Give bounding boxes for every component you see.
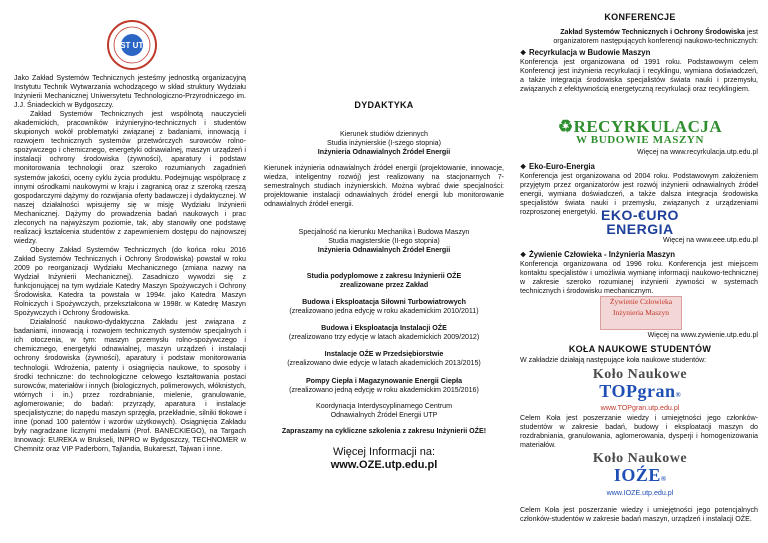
conf-intro <box>520 28 758 46</box>
postgrad-2-title: Budowa i Eksploatacja Instalacji OŹE <box>321 324 447 332</box>
more-info-link[interactable]: www.OZE.utp.edu.pl <box>330 459 438 471</box>
logo-text: ZST UTP <box>115 41 149 50</box>
recycle-icon: ♻ <box>557 117 574 136</box>
eko-logo-line1: EKO-€URO <box>601 207 679 223</box>
diamond-bullet-icon: ❖ <box>520 164 527 171</box>
zywienie-logo <box>600 296 682 330</box>
about-text <box>14 74 246 454</box>
conf-zywienie-title: Żywienie Człowieka - Inżynieria Maszyn <box>529 250 676 259</box>
specialty-line2: Studia magisterskie (II-ego stopnia) <box>328 237 440 245</box>
dydaktyka-title: DYDAKTYKA <box>354 100 414 110</box>
conf-eko-title: Eko-Euro-Energia <box>529 162 595 171</box>
konferencje-title: KONFERENCJE <box>604 12 676 22</box>
conf-eko-text: Konferencja jest organizowana od 2004 roku. Podstawowym założeniem przyjętym przez organizatorów jest rozwój inżynierii odnawialnych źródeł energii, wymiana doświadczeń, a także dalsza integracja środowiska specjalistów świata nauki i przemysłu, związanych z urządzeniami rozproszonej energetyki. <box>520 172 758 216</box>
zywienie-logo-line2: Inżynieria Maszyn <box>612 307 670 317</box>
recyrkulacja-logo-line2: W BUDOWIE MASZYN <box>576 134 704 146</box>
postgrad-2 <box>264 324 504 342</box>
postgrad-1 <box>264 298 504 316</box>
about-p1: Jako Zakład Systemów Technicznych jesteśmy jednostką organizacyjną Instytutu Technik Wytwarzania wchodzącego w skład struktury Wydziału Inżynierii Mechanicznej Uniwersytetu Technologiczno-Przyrodniczego im. J.J. Śniadeckich w Bydgoszczy. <box>14 74 246 110</box>
conf-zywienie-head <box>520 250 675 259</box>
postgrad-3 <box>264 350 504 368</box>
postgrad-header <box>264 272 504 290</box>
eko-link[interactable]: Więcej na www.eee.utp.edu.pl <box>662 236 758 244</box>
topgran-reg: ® <box>675 391 681 399</box>
about-p4: Działalność naukowo-dydaktyczna Zakładu jest związana z badaniami, innowacją i rozwojem technicznych systemów specjalnych i ich otoczenia, w tym: maszyn przemysłu rolno-spożywczego i chemicznego, energetyki odnawialnej, maszyn urządzeń i instalacji ochrony środowiska (żywności), aparatury i podstaw monitorowania technologii. Wdrożenia, patenty i osiągnięcia naukowe, to sposoby i środki techniczne: do technologiczne celowego kształtowania postaci surowców, materiałów i innych (biologicznych, polimerowych, włóknistych, wtórnych i in.) przez rozdrabnianie, mielenie, granulowanie, aglomerowanie; do badań: przyrządy, aparatura i instalacje specjalistyczne; do napędu maszyn sprzęgła, przekładnie, silniki tłokowe i inne (ponad 100 patentów i wzorów użytkowych). Osiągnięcia Zakładu były nagradzane licznymi medalami (Prof. BANECKIEGO), na Targach Innowacji: EUREKA w Brukseli, INPRO w Bydgoszczy, TECHNOMER w Chemnitz oraz VIP Paderborn, Tajlandia, Bukareszt, Tajwan i inne. <box>14 318 246 453</box>
eko-logo-line2: ENERGIA <box>606 221 674 237</box>
studies-line1: Kierunek studiów dziennych <box>340 130 428 138</box>
conf-zywienie-text: Konferencja organizowana od 1996 roku. Konferencja jest miejscem kontaktu specjalistów i umożliwia wymianę informacji naukowo-technicznej w zakresie szeroko rozumianej inżynierii żywności w systemach technicznych i środowisku mechanicznym. <box>520 260 758 295</box>
postgrad-4 <box>264 377 504 395</box>
about-p3: Obecny Zakład Systemów Technicznych (do końca roku 2016 Zakład Systemów Technicznych i Ochrony Środowiska) powstał w roku 2009 po reorganizacji Wydziału Mechanicznego (zmiana nazwy na Wydział Inżynierii Mechanicznej). Zasadniczo wywodzi się z funkcjonującej na tym wydziale Katedry Maszyn Spożywczych i Ochrony Środowiska. Katedra ta powstała w 1994r. jako Katedra Maszyn Rolniczych i Spożywczych, przekształcona w 1998r. w Katedrę Maszyn Spożywczych i Ochrony Środowiska. <box>14 245 246 318</box>
conf-recyrkulacja-head <box>520 48 650 57</box>
ioze-logo <box>512 452 768 486</box>
postgrad-3-title: Instalacje OŹE w Przedsiębiorstwie <box>324 350 444 358</box>
conf-recyrkulacja-title: Recyrkulacja w Budowie Maszyn <box>529 48 651 57</box>
postgrad-2-sub: (zrealizowano trzy edycje w latach akademickich 2009/2012) <box>288 333 480 341</box>
ioze-logo-line1: Koło Naukowe <box>592 451 688 466</box>
specialty-block <box>264 228 504 255</box>
postgrad-3-sub: (zrealizowano dwie edycje w latach akademickich 2013/2015) <box>287 359 481 367</box>
postgrad-line1: Studia podyplomowe z zakresu Inżynierii OŹE <box>306 272 462 280</box>
postgrad-1-title: Budowa i Eksploatacja Siłowni Turbowiatrowych <box>302 298 466 306</box>
topgran-text: Celem Koła jest poszerzanie wiedzy i umiejętności jego członków-studentów w zakresie badań, budowy i eksploatacji maszyn do rozdrabniania, granulowania, aglomerowania, dysperji i homogenizowania materiałów. <box>520 414 758 449</box>
ioze-link[interactable]: www.IOZE.utp.edu.pl <box>606 489 674 497</box>
ioze-reg: ® <box>660 475 667 483</box>
postgrad-1-sub: (zrealizowano jedna edycję w roku akademickim 2010/2011) <box>289 307 479 315</box>
zywienie-logo-line1: Żywienie Człowieka <box>609 297 673 306</box>
topgran-logo-line1: Koło Naukowe <box>592 367 688 382</box>
right-column <box>512 0 768 543</box>
zywienie-link[interactable]: Więcej na www.zywienie.utp.edu.pl <box>647 331 758 339</box>
topgran-logo <box>512 368 768 402</box>
diamond-bullet-icon: ❖ <box>520 50 527 57</box>
more-info <box>264 446 504 472</box>
conf-recyrkulacja-text: Konferencja jest organizowana od 1991 roku. Podstawowym celem Konferencji jest inżynieria recyrkulacji i recyklingu, wymiana doświadczeń, a także integracja środowiska specjalistów świata nauki i przemysłu, związanych z efektywnością energetyczną recyrkulacji oraz recyklingiem. <box>520 58 758 93</box>
topgran-link[interactable]: www.TOPgran.utp.edu.pl <box>600 404 680 412</box>
ioze-logo-line2: IOŹE <box>613 465 661 485</box>
diamond-bullet-icon: ❖ <box>520 252 527 259</box>
postgrad-4-title: Pompy Ciepła i Magazynowanie Energii Ciepła <box>305 377 463 385</box>
eko-logo <box>512 208 768 236</box>
kola-intro: W zakładzie działają następujące koła naukowe studentów: <box>520 356 707 364</box>
left-column <box>0 0 256 543</box>
topgran-logo-line2: TOPgran <box>599 381 676 401</box>
about-p2: Zakład Systemów Technicznych jest wspólnotą nauczycieli akademickich, pracowników inżynieryjno-technicznych i studentów skupionych wokół problematyki związanej z badaniami, innowacją i rozwojem technicznych systemów przetwórczych surowców rolno-spożywczego i chemicznego, energetyki odnawialnej, maszyn urządzeń i instalacji ochrony środowiska (żywności), aparatury i podstaw monitorowania technologii oraz szeroko rozumianych zagadnień systemów jakości, oceny cyklu życia produktu. Podejmując wspólpracę z innymi ośrodkami naukowymi w kraju i zagranicą oraz z szeroką rzeszą gospodarczymi dążymy do rozwijania oferty badawczej i dydaktycznej. W naszej działalności wpisujemy się w misję Wydziału Inżynierii Mechanicznej. Dążymy do prowadzenia badań naukowych i prac zleconych na najwyższym poziomie, tak, aby stanowiły one podstawę realizacji kształcenia studentów z zapewnieniem dostępu do najnowszej wiedzy. <box>14 110 246 245</box>
conf-intro-bold: Zakład Systemów Technicznych i Ochrony Środowiska <box>560 28 745 36</box>
zst-logo-icon <box>106 19 158 71</box>
more-info-label: Więcej Informacji na: <box>332 446 436 458</box>
studies-desc: Kierunek inżynieria odnawialnych źródeł energii (projektowanie, innowacje, wiedza, inteligentny rozwój) jest realizowany na stacjonarnych 7-semestralnych studiach inżynierskich. Można wybrać dwie specjalności: projektowanie instalacji odnawialnych źródeł energii lub monitorowanie odnawialnych źródeł energii. <box>264 164 504 208</box>
specialty-line3: Inżynieria Odnawialnych Źródeł Energii <box>317 246 451 254</box>
middle-column <box>256 0 512 543</box>
ioze-text: Celem Koła jest poszerzanie wiedzy i umiejętności jego potencjalnych członków-studentów w zakresie badań maszyn, urządzeń i instalacji OŹE. <box>520 506 758 523</box>
training-invite: Zapraszamy na cykliczne szkolenia z zakresu Inżynierii OŹE! <box>281 427 487 435</box>
conf-eko-head <box>520 162 595 171</box>
kola-title: KOŁA NAUKOWE STUDENTÓW <box>568 344 712 354</box>
studies-line3: Inżynieria Odnawialnych Źródeł Energii <box>317 148 451 156</box>
postgrad-line2: zrealizowane przez Zakład <box>339 281 429 289</box>
studies-header <box>264 130 504 157</box>
studies-line2: Studia inżynierskie (I-szego stopnia) <box>327 139 441 147</box>
recyrkulacja-logo <box>512 118 768 146</box>
coordination: Koordynacja Interdyscyplinarnego Centrum Odnawialnych Źródeł Energii UTP <box>315 402 453 419</box>
conf-intro-text: jest organizatorem następujących konferencji naukowo-technicznych: <box>553 28 758 45</box>
postgrad-4-sub: (zrealizowano jedną edycję w roku akademickim 2015/2016) <box>289 386 479 394</box>
recyrkulacja-logo-line1: RECYRKULACJA <box>573 117 723 136</box>
specialty-line1: Specjalność na kierunku Mechanika i Budowa Maszyn <box>298 228 470 236</box>
recyrkulacja-link[interactable]: Więcej na www.recyrkulacja.utp.edu.pl <box>636 148 758 156</box>
